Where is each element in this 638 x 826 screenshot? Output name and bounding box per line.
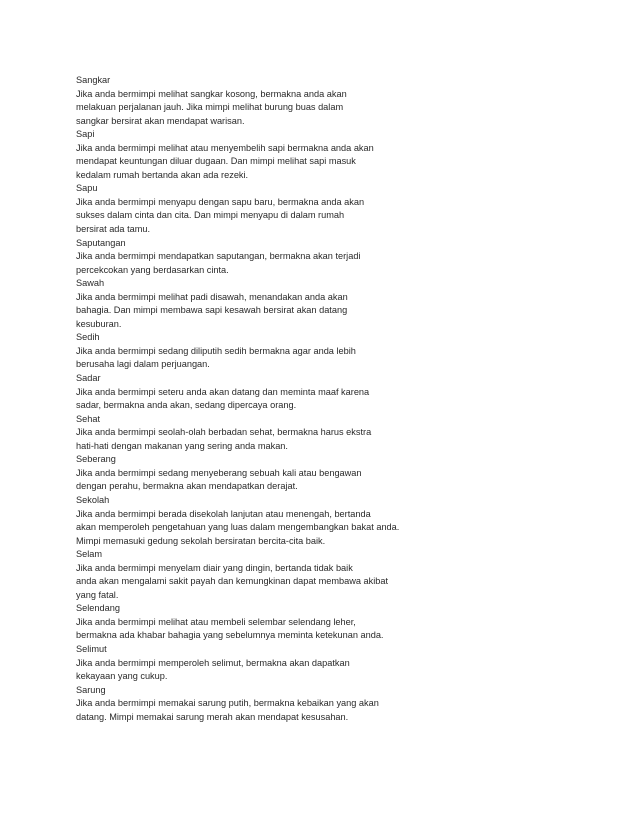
- document-line: kedalam rumah bertanda akan ada rezeki.: [76, 169, 249, 180]
- document-line: Selam: [76, 549, 103, 560]
- document-line: Sarung: [76, 684, 106, 695]
- document-line: Sekolah: [76, 494, 110, 505]
- document-line: Sedih: [76, 332, 100, 343]
- document-line: Jika anda bermimpi melihat atau membeli selembar selendang leher,: [76, 616, 356, 627]
- document-line: Jika anda bermimpi mendapatkan saputangan, bermakna akan terjadi: [76, 251, 361, 262]
- document-line: percekcokan yang berdasarkan cinta.: [76, 264, 229, 275]
- document-line: Jika anda bermimpi seteru anda akan datang dan meminta maaf karena: [76, 386, 370, 397]
- document-line: Selendang: [76, 603, 120, 614]
- document-body: [76, 74, 556, 724]
- document-line: Jika anda bermimpi seolah-olah berbadan sehat, bermakna harus ekstra: [76, 427, 372, 438]
- document-line: Saputangan: [76, 237, 126, 248]
- document-line: sangkar bersirat akan mendapat warisan.: [76, 115, 245, 126]
- document-line: Sapi: [76, 129, 95, 140]
- document-line: berusaha lagi dalam perjuangan.: [76, 359, 210, 370]
- document-line: Sadar: [76, 373, 101, 384]
- document-line: dengan perahu, bermakna akan mendapatkan derajat.: [76, 481, 298, 492]
- document-line: mendapat keuntungan diluar dugaan. Dan mimpi melihat sapi masuk: [76, 156, 356, 167]
- document-line: kesuburan.: [76, 318, 122, 329]
- document-line: Jika anda bermimpi sedang menyeberang sebuah kali atau bengawan: [76, 467, 362, 478]
- document-line: datang. Mimpi memakai sarung merah akan mendapat kesusahan.: [76, 711, 349, 722]
- document-line: Jika anda bermimpi melihat padi disawah, menandakan anda akan: [76, 291, 348, 302]
- document-line: bahagia. Dan mimpi membawa sapi kesawah bersirat akan datang: [76, 305, 348, 316]
- document-line: Jika anda bermimpi memperoleh selimut, bermakna akan dapatkan: [76, 657, 350, 668]
- document-line: melakuan perjalanan jauh. Jika mimpi melihat burung buas dalam: [76, 102, 344, 113]
- document-line: Jika anda bermimpi memakai sarung putih, bermakna kebaikan yang akan: [76, 698, 379, 709]
- document-line: Seberang: [76, 454, 116, 465]
- document-line: sukses dalam cinta dan cita. Dan mimpi menyapu di dalam rumah: [76, 210, 345, 221]
- document-line: Jika anda bermimpi berada disekolah lanjutan atau menengah, bertanda: [76, 508, 371, 519]
- document-line: Jika anda bermimpi menyapu dengan sapu baru, bermakna anda akan: [76, 196, 365, 207]
- document-line: Jika anda bermimpi melihat sangkar kosong, bermakna anda akan: [76, 88, 347, 99]
- document-line: sadar, bermakna anda akan, sedang dipercaya orang.: [76, 400, 297, 411]
- document-line: Selimut: [76, 643, 107, 654]
- document-line: Sapu: [76, 183, 98, 194]
- document-line: Mimpi memasuki gedung sekolah bersiratan bercita-cita baik.: [76, 535, 326, 546]
- document-line: Jika anda bermimpi sedang diliputih sedih bermakna agar anda lebih: [76, 345, 356, 356]
- document-line: bersirat ada tamu.: [76, 224, 151, 235]
- document-line: Jika anda bermimpi menyelam diair yang dingin, bertanda tidak baik: [76, 562, 353, 573]
- document-line: anda akan mengalami sakit payah dan kemungkinan dapat membawa akibat: [76, 576, 389, 587]
- document-line: Sangkar: [76, 75, 111, 85]
- document-line: kekayaan yang cukup.: [76, 671, 168, 682]
- document-line: Sawah: [76, 278, 105, 289]
- document-line: yang fatal.: [76, 589, 119, 600]
- document-line: Sehat: [76, 413, 101, 424]
- document-line: Jika anda bermimpi melihat atau menyembelih sapi bermakna anda akan: [76, 142, 374, 153]
- document-line: akan memperoleh pengetahuan yang luas dalam mengembangkan bakat anda.: [76, 522, 400, 533]
- document-line: bermakna ada khabar bahagia yang sebelumnya meminta ketekunan anda.: [76, 630, 384, 641]
- document-line: hati-hati dengan makanan yang sering anda makan.: [76, 440, 288, 451]
